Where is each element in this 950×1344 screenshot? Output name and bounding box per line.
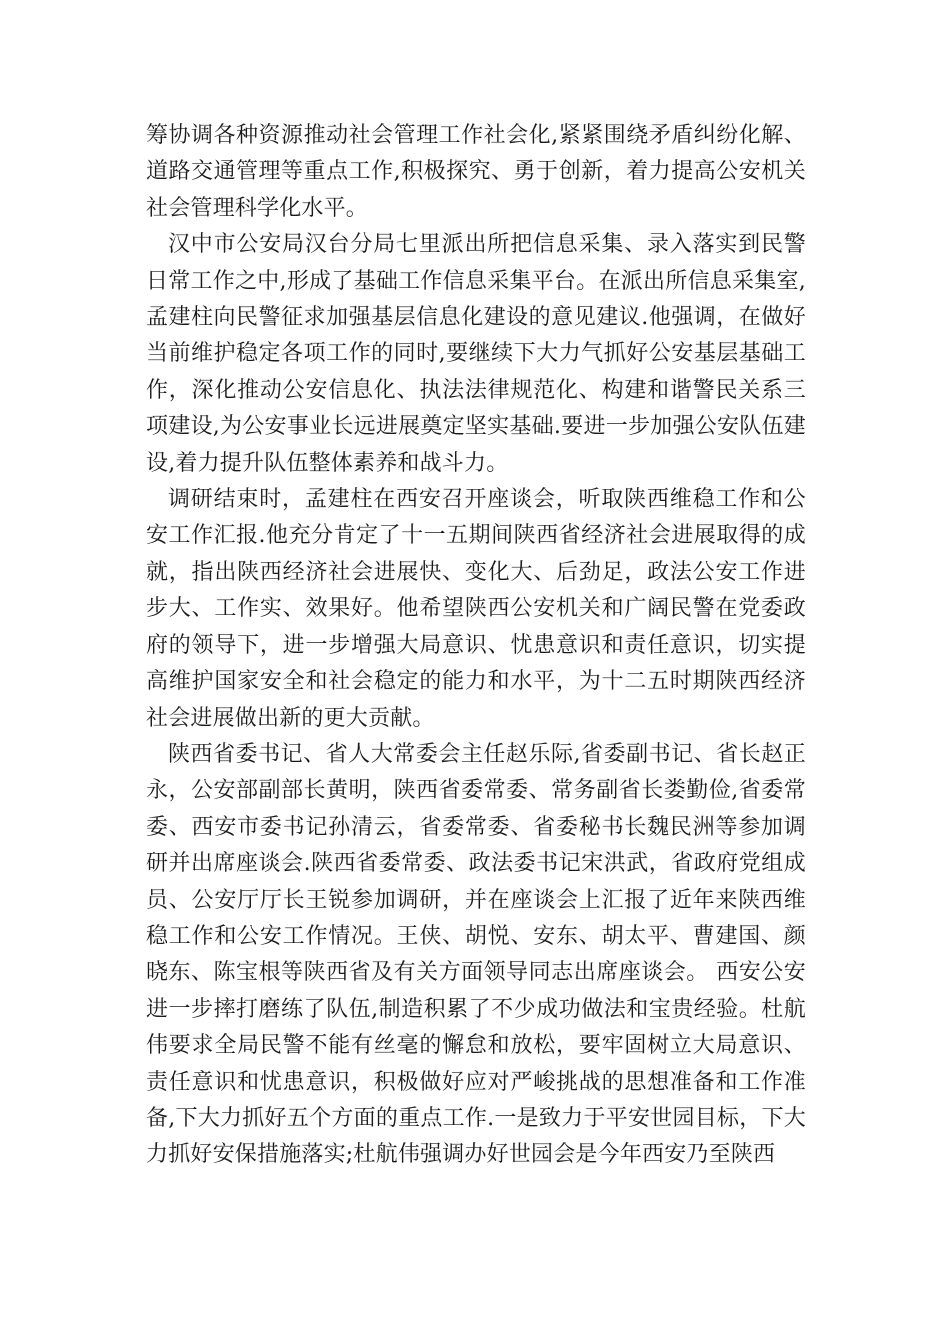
paragraph-xian-symposium: 调研结束时，孟建柱在西安召开座谈会，听取陕西维稳工作和公安工作汇报.他充分肯定了十一五期间陕西省经济社会进展取得的成就，指出陕西经济社会进展快、变化大、后劲足，政法公安工作进步大、工作实、效果好。他希望陕西公安机关和广阔民警在党委政府的领导下，进一步增强大局意识、忧患意识和责任意识，切实提高维护国家安全和社会稳定的能力和水平，为十二五时期陕西经济社会进展做出新的更大贡献。 [146, 487, 806, 731]
paragraph-hanzhong-police: 汉中市公安局汉台分局七里派出所把信息采集、录入落实到民警日常工作之中,形成了基础工作信息采集平台。在派出所信息采集室,孟建柱向民警征求加强基层信息化建设的意见建议.他强调，在做好当前维护稳定各项工作的同时,要继续下大力气抓好公安基层基础工作，深化推动公安信息化、执法法律规范化、构建和谐警民关系三项建设,为公安事业长远进展奠定坚实基础.要进一步加强公安队伍建设,着力提升队伍整体素养和战斗力。 [146, 232, 806, 476]
document-body [146, 118, 806, 1174]
paragraph-attendees: 陕西省委书记、省人大常委会主任赵乐际,省委副书记、省长赵正永，公安部副部长黄明，陕西省委常委、常务副省长娄勤俭,省委常委、西安市委书记孙清云，省委常委、省委秘书长魏民洲等参加调研并出席座谈会.陕西省委常委、政法委书记宋洪武，省政府党组成员、公安厅厅长王锐参加调研，并在座谈会上汇报了近年来陕西维稳工作和公安工作情况。王侠、胡悦、安东、胡太平、曹建国、颜晓东、陈宝根等陕西省及有关方面领导同志出席座谈会。 西安公安进一步摔打磨练了队伍,制造积累了不少成功做法和宝贵经验。杜航伟要求全局民警不能有丝毫的懈怠和放松，要牢固树立大局意识、责任意识和忧患意识，积极做好应对严峻挑战的思想准备和工作准备,下大力抓好五个方面的重点工作.一是致力于平安世园目标，下大力抓好安保措施落实;杜航伟强调办好世园会是今年西安乃至陕西 [146, 741, 806, 1168]
paragraph-continuation: 筹协调各种资源推动社会管理工作社会化,紧紧围绕矛盾纠纷化解、道路交通管理等重点工作,积极探究、勇于创新，着力提高公安机关社会管理科学化水平。 [146, 123, 806, 221]
